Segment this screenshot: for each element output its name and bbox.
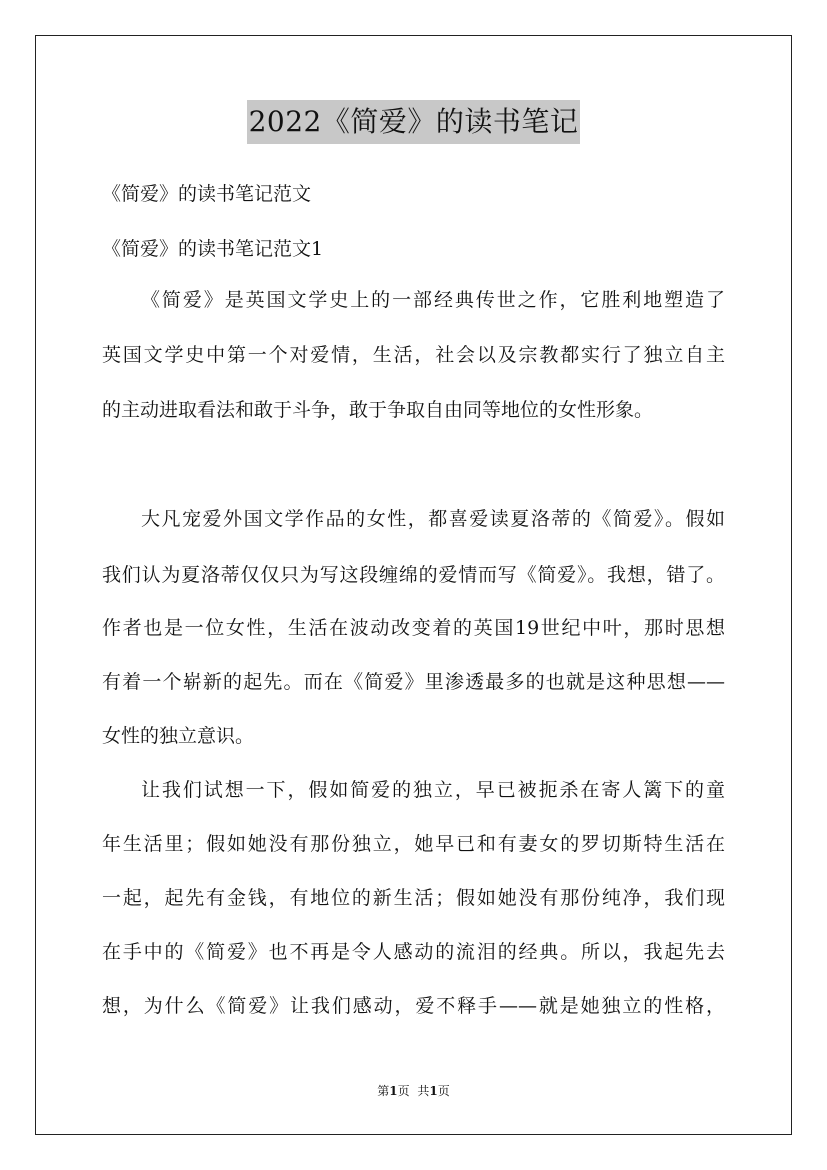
page-footer — [0, 1082, 827, 1100]
footer-page-suffix: 页 — [397, 1084, 410, 1098]
paragraph-2-line-3: 作者也是一位女性，生活在波动改变着的英国19世纪中叶，那时思想 — [102, 617, 725, 639]
paragraph-2-line-4: 有着一个崭新的起先。而在《简爱》里渗透最多的也就是这种思想—— — [102, 671, 725, 693]
footer-page-number: 1 — [389, 1084, 398, 1098]
title-container — [0, 100, 827, 144]
paragraph-2-line-5: 女性的独立意识。 — [102, 725, 255, 747]
paragraph-2-line-2: 我们认为夏洛蒂仅仅只为写这段缠绵的爱情而写《简爱》。我想，错了。 — [102, 564, 725, 586]
footer-total-pages: 1 — [429, 1084, 438, 1098]
footer-prefix: 第 — [377, 1084, 390, 1098]
paragraph-1-line-2: 英国文学史中第一个对爱情，生活，社会以及宗教都实行了独立自主 — [102, 344, 725, 366]
paragraph-1-line-1: 《简爱》是英国文学史上的一部经典传世之作，它胜利地塑造了 — [141, 289, 725, 311]
paragraph-2-line-1: 大凡宠爱外国文学作品的女性，都喜爱读夏洛蒂的《简爱》。假如 — [141, 508, 725, 530]
paragraph-3-line-3: 一起，起先有金钱，有地位的新生活；假如她没有那份纯净，我们现 — [102, 887, 725, 909]
footer-total-prefix: 共 — [417, 1084, 430, 1098]
footer-total-suffix: 页 — [437, 1084, 450, 1098]
paragraph-3-line-5: 想，为什么《简爱》让我们感动，爱不释手——就是她独立的性格， — [102, 995, 725, 1017]
paragraph-3-line-2: 年生活里；假如她没有那份独立，她早已和有妻女的罗切斯特生活在 — [102, 833, 725, 855]
paragraph-3-line-4: 在手中的《简爱》也不再是令人感动的流泪的经典。所以，我起先去 — [102, 941, 725, 963]
paragraph-3-line-1: 让我们试想一下，假如简爱的独立，早已被扼杀在寄人篱下的童 — [141, 779, 725, 801]
paragraph-1-line-3: 的主动进取看法和敢于斗争，敢于争取自由同等地位的女性形象。 — [102, 399, 654, 421]
subheading-2: 《简爱》的读书笔记范文1 — [102, 238, 324, 260]
subheading-1: 《简爱》的读书笔记范文 — [102, 183, 312, 205]
document-title: 2022《简爱》的读书笔记 — [247, 100, 581, 144]
